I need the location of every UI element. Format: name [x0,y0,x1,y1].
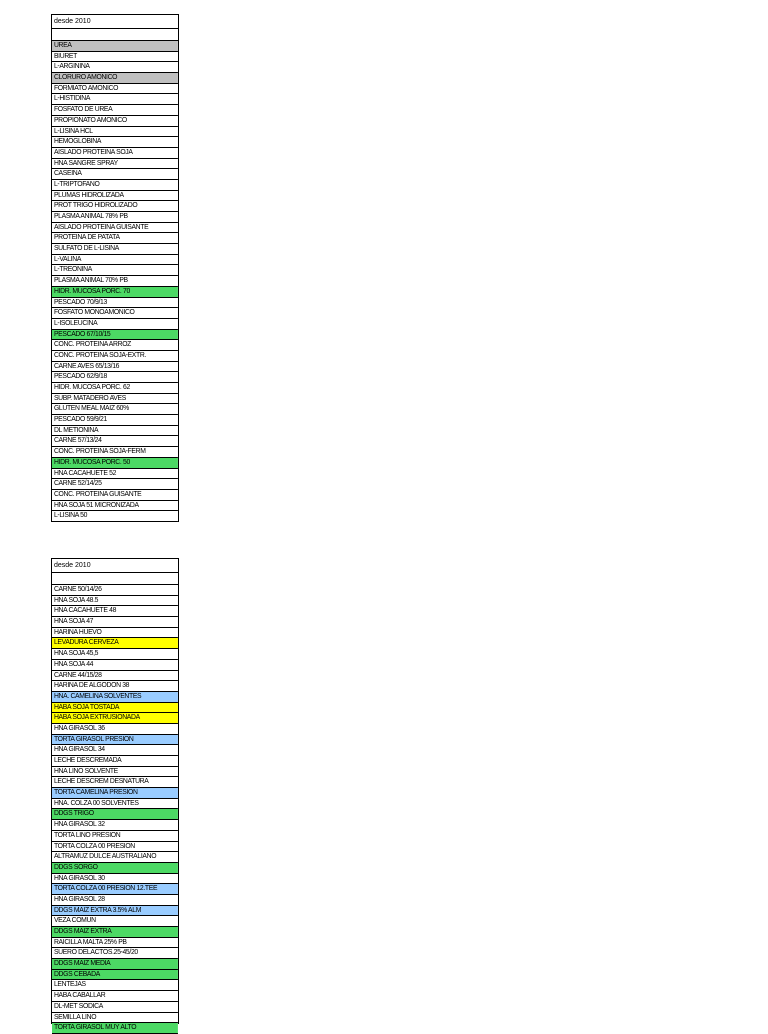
table-row: ALTRAMUZ DULCE AUSTRALIANO [52,852,178,863]
table-row: CARNE 50/14/26 [52,585,178,596]
table-row: HNA SOJA 44 [52,660,178,671]
table-row: HNA GIRASOL 30 [52,874,178,885]
table-row: GLUTEN MEAL MAIZ 60% [52,404,178,415]
table-row: HEMOGLOBINA [52,137,178,148]
table-row: SUERO DELACTOS.25-45/20 [52,948,178,959]
table-row: PLUMAS HIDROLIZADA [52,191,178,202]
table-row: LEVADURA CERVEZA [52,638,178,649]
feed-ingredients-table-1 [51,14,179,522]
table-row: DL METIONINA [52,426,178,437]
table-row: HNA SOJA 45,5 [52,649,178,660]
table-row: CARNE 57/13/24 [52,436,178,447]
table-row: HNA GIRASOL 28 [52,895,178,906]
table-row: TORTA COLZA 00 PRESION 12.TEE [52,884,178,895]
table-row: SUBP. MATADERO AVES [52,394,178,405]
table-row: HNA SANGRE SPRAY [52,159,178,170]
table-row: HNA. COLZA 00 SOLVENTES [52,799,178,810]
table-header: desde 2010 [52,15,178,29]
table-row: CONC. PROTEINA SOJA-EXTR. [52,351,178,362]
table-row: CARNE 44/15/28 [52,671,178,682]
table-row: HARINA DE ALGODON 38 [52,681,178,692]
table-row: DDGS TRIGO [52,809,178,820]
blank-row [52,573,178,585]
table-row: HARINA HUEVO [52,628,178,639]
table-1-rows [52,41,178,522]
table-row: PESCADO 67/10/15 [52,330,178,341]
table-row: HIDR. MUCOSA PORC. 62 [52,383,178,394]
table-row: HNA GIRASOL 32 [52,820,178,831]
table-row: HABA SOJA TOSTADA [52,703,178,714]
table-row: L-TREONINA [52,265,178,276]
table-row: SULFATO DE L-LISINA [52,244,178,255]
table-row: AISLADO PROTEINA GUISANTE [52,223,178,234]
table-row: CARNE AVES 65/13/16 [52,362,178,373]
table-row: TORTA COLZA 00 PRESION [52,842,178,853]
table-row: VEZA COMUN [52,916,178,927]
table-row: LECHE DESCREM DESNATURA [52,777,178,788]
table-row: HNA GIRASOL 36 [52,724,178,735]
table-row: L-HISTIDINA [52,94,178,105]
table-row: CONC. PROTEINA ARROZ [52,340,178,351]
table-2-rows [52,585,178,1034]
table-row: HIDR. MUCOSA PORC. 70 [52,287,178,298]
table-row: HNA SOJA 47 [52,617,178,628]
table-row: UREA [52,41,178,52]
table-row: TORTA GIRASOL PRESION [52,735,178,746]
table-row: HNA. CAMELINA SOLVENTES [52,692,178,703]
table-row: L-ARGININA [52,62,178,73]
table-row: HNA GIRASOL 34 [52,745,178,756]
table-row: CASEINA [52,169,178,180]
table-row: BIURET [52,52,178,63]
table-row: DDGS MAIZ EXTRA [52,927,178,938]
table-row: DDGS MAIZ MEDIA [52,959,178,970]
table-row: DDGS SORGO [52,863,178,874]
table-row: HNA CACAHUETE 52 [52,469,178,480]
table-row: LENTEJAS [52,980,178,991]
table-row: FOSFATO DE UREA [52,105,178,116]
table-row: PESCADO 70/9/13 [52,298,178,309]
table-row: HABA CABALLAR [52,991,178,1002]
table-row: L-ISOLEUCINA [52,319,178,330]
blank-row [52,29,178,41]
table-row: LECHE DESCREMADA [52,756,178,767]
table-row: HNA LINO SOLVENTE [52,767,178,778]
table-row: HIDR. MUCOSA PORC. 50 [52,458,178,469]
table-row: PESCADO 59/9/21 [52,415,178,426]
table-row: PESCADO 62/9/18 [52,372,178,383]
table-row: AISLADO PROTEINA SOJA [52,148,178,159]
table-row: FOSFATO MONOAMONICO [52,308,178,319]
table-row: CONC. PROTEINA GUISANTE [52,490,178,501]
table-row: PROTEINA DE PATATA [52,233,178,244]
table-row: HNA SOJA 48.5 [52,596,178,607]
table-row: CONC. PROTEINA SOJA-FERM [52,447,178,458]
table-row: DDGS CEBADA [52,970,178,981]
table-row: L-LISINA HCL [52,127,178,138]
table-row: FORMIATO AMONICO [52,84,178,95]
table-row: RAICILLA MALTA 25% PB [52,938,178,949]
table-row: PLASMA ANIMAL 70% PB [52,276,178,287]
table-row: PLASMA ANIMAL 78% PB [52,212,178,223]
table-row: HNA CACAHUETE 48 [52,606,178,617]
table-row: HABA SOJA EXTRUSIONADA [52,713,178,724]
table-row: CARNE 52/14/25 [52,479,178,490]
table-row: TORTA LINO PRESION [52,831,178,842]
table-row: TORTA GIRASOL MUY ALTO [52,1023,178,1034]
feed-ingredients-table-2 [51,558,179,1032]
table-row: L-VALINA [52,255,178,266]
table-row: HNA SOJA 51 MICRONIZADA [52,501,178,512]
table-row: L-TRIPTOFANO [52,180,178,191]
table-row: CLORURO AMONICO [52,73,178,84]
table-row: TORTA CAMELINA PRESION [52,788,178,799]
table-header: desde 2010 [52,559,178,573]
table-row: PROPIONATO AMONICO [52,116,178,127]
table-row: DDGS MAIZ EXTRA 3.5% ALM [52,906,178,917]
table-row: L-LISINA 50 [52,511,178,522]
table-row: SEMILLA LINO [52,1013,178,1024]
table-row: PROT TRIGO HIDROLIZADO [52,201,178,212]
table-row: DL-MET SODICA [52,1002,178,1013]
